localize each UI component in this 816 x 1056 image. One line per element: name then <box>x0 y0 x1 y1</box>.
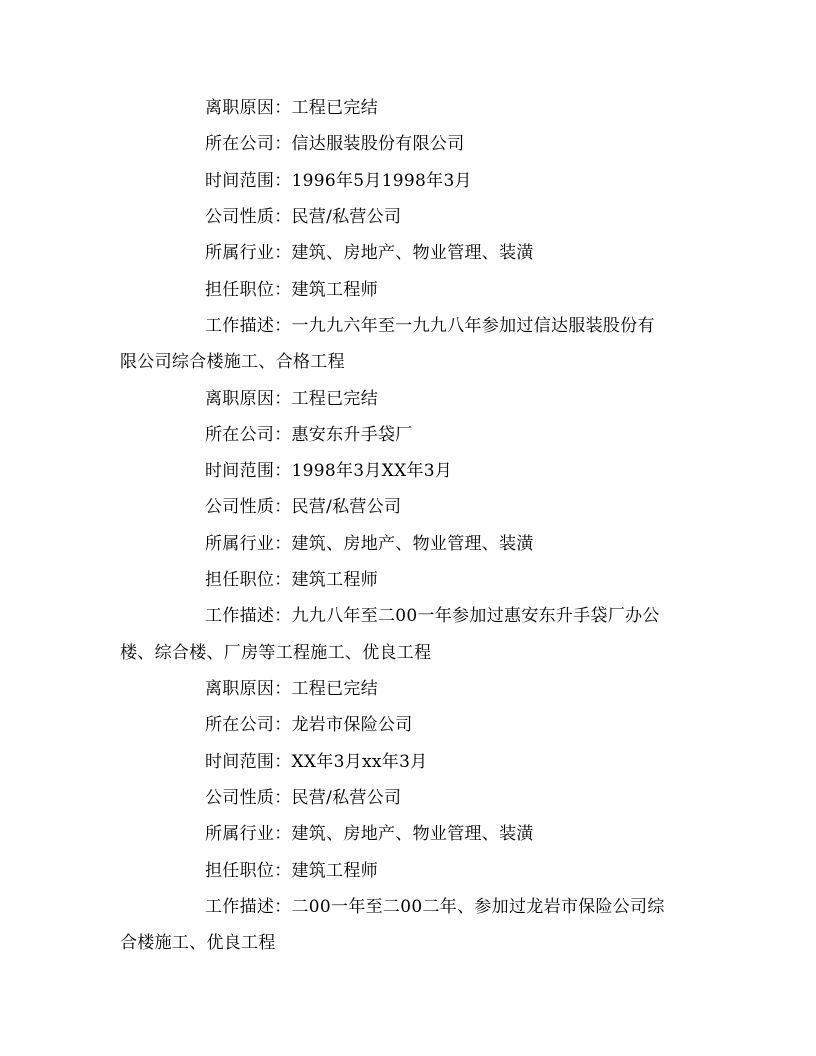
text-line: 限公司综合楼施工、合格工程 <box>120 352 345 372</box>
text-line: 担任职位：建筑工程师 <box>205 861 378 881</box>
text-line: 担任职位：建筑工程师 <box>205 570 378 590</box>
text-line: 所在公司：惠安东升手袋厂 <box>205 425 413 445</box>
text-line: 所在公司：信达服装股份有限公司 <box>205 134 465 154</box>
text-line: 合楼施工、优良工程 <box>120 933 276 953</box>
text-line: 公司性质：民营/私营公司 <box>205 207 402 227</box>
text-line: 公司性质：民营/私营公司 <box>205 788 402 808</box>
text-line: 离职原因：工程已完结 <box>205 389 378 409</box>
text-line: 所在公司：龙岩市保险公司 <box>205 715 413 735</box>
text-line: 时间范围：1996年5月1998年3月 <box>205 171 472 191</box>
text-line: 楼、综合楼、厂房等工程施工、优良工程 <box>120 643 432 663</box>
text-line: 工作描述：九九八年至二00一年参加过惠安东升手袋厂办公 <box>205 606 660 626</box>
text-line: 工作描述：一九九六年至一九九八年参加过信达服装股份有 <box>205 316 655 336</box>
text-line: 工作描述：二00一年至二00二年、参加过龙岩市保险公司综 <box>205 897 665 917</box>
text-line: 担任职位：建筑工程师 <box>205 280 378 300</box>
text-line: 时间范围：1998年3月XX年3月 <box>205 461 453 481</box>
text-line: 离职原因：工程已完结 <box>205 98 378 118</box>
text-line: 公司性质：民营/私营公司 <box>205 497 402 517</box>
text-line: 时间范围：XX年3月xx年3月 <box>205 752 428 772</box>
text-line: 所属行业：建筑、房地产、物业管理、装潢 <box>205 534 534 554</box>
text-line: 离职原因：工程已完结 <box>205 679 378 699</box>
text-line: 所属行业：建筑、房地产、物业管理、装潢 <box>205 243 534 263</box>
text-line: 所属行业：建筑、房地产、物业管理、装潢 <box>205 824 534 844</box>
